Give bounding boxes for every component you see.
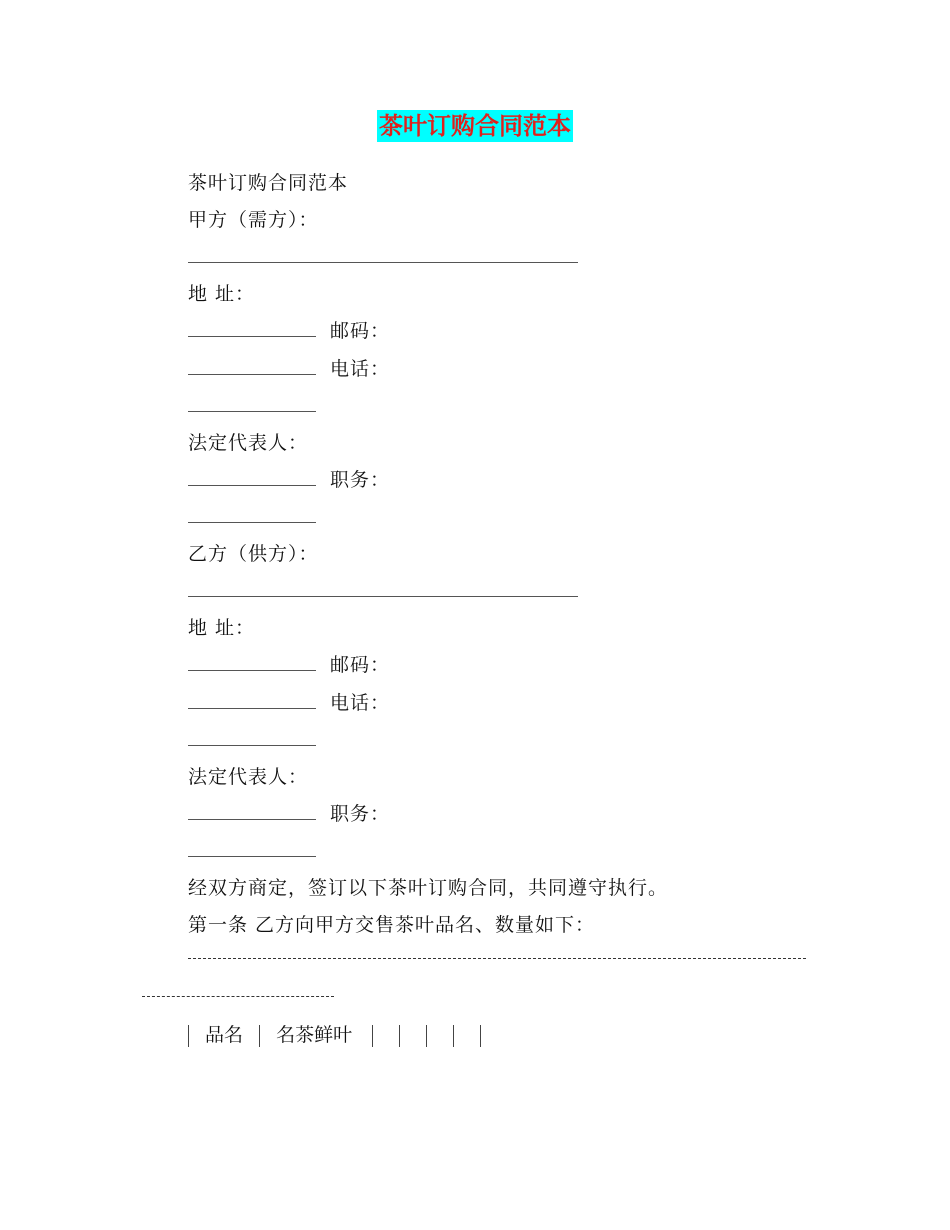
party-b-name-blank: [188, 578, 578, 604]
subtitle: 茶叶订购合同范本: [188, 172, 349, 194]
party-b-legal-rep-row: [188, 801, 390, 827]
table-row: [188, 1022, 491, 1048]
party-a-position-row: [188, 504, 316, 530]
party-b-legal-rep-label: 法定代表人：: [188, 766, 309, 788]
blank-line: [188, 504, 316, 523]
party-b-address-row: [188, 652, 390, 678]
party-b-phone-label: 电话：: [330, 692, 391, 714]
blank-line: [188, 801, 316, 820]
cell-separator: [480, 1025, 481, 1047]
party-b-label: 乙方（供方）：: [188, 543, 319, 565]
blank-line: [188, 838, 316, 857]
party-a-label: 甲方（需方）：: [188, 209, 319, 231]
party-a-position-label: 职务：: [330, 469, 391, 491]
cell-separator: [188, 1025, 189, 1047]
party-a-postcode-label: 邮码：: [330, 320, 391, 342]
party-b-address-label: 地 址：: [188, 617, 256, 639]
blank-line: [188, 578, 578, 597]
party-a-address-label: 地 址：: [188, 283, 256, 305]
blank-line: [188, 393, 316, 412]
cell-separator: [426, 1025, 427, 1047]
article-1: 第一条 乙方向甲方交售茶叶品名、数量如下：: [188, 914, 596, 936]
blank-line: [188, 244, 578, 263]
cell-separator: [259, 1025, 260, 1047]
page-title: 茶叶订购合同范本: [379, 112, 571, 140]
party-a-address-row: [188, 318, 390, 344]
table-cell-product-header: 品名: [205, 1024, 244, 1046]
blank-line: [188, 467, 316, 486]
agreement-paragraph: 经双方商定，签订以下茶叶订购合同，共同遵守执行。: [188, 877, 669, 899]
table-top-border: [188, 958, 806, 959]
party-a-phone-row: [188, 393, 316, 419]
blank-line: [188, 727, 316, 746]
blank-line: [188, 356, 316, 375]
blank-line: [188, 652, 316, 671]
cell-separator: [372, 1025, 373, 1047]
party-a-postcode-row: [188, 356, 390, 382]
party-b-position-label: 职务：: [330, 803, 391, 825]
cell-separator: [453, 1025, 454, 1047]
party-a-legal-rep-row: [188, 467, 390, 493]
party-b-postcode-label: 邮码：: [330, 654, 391, 676]
party-b-phone-row: [188, 727, 316, 753]
cell-separator: [399, 1025, 400, 1047]
party-a-legal-rep-label: 法定代表人：: [188, 432, 309, 454]
blank-line: [188, 690, 316, 709]
party-a-phone-label: 电话：: [330, 358, 391, 380]
party-b-position-row: [188, 838, 316, 864]
table-cell-product-value: 名茶鲜叶: [276, 1024, 353, 1046]
blank-line: [188, 318, 316, 337]
party-b-postcode-row: [188, 690, 390, 716]
title-wrap: [0, 110, 950, 142]
party-a-name-blank: [188, 244, 578, 270]
table-top-border-wrap: [142, 996, 334, 997]
